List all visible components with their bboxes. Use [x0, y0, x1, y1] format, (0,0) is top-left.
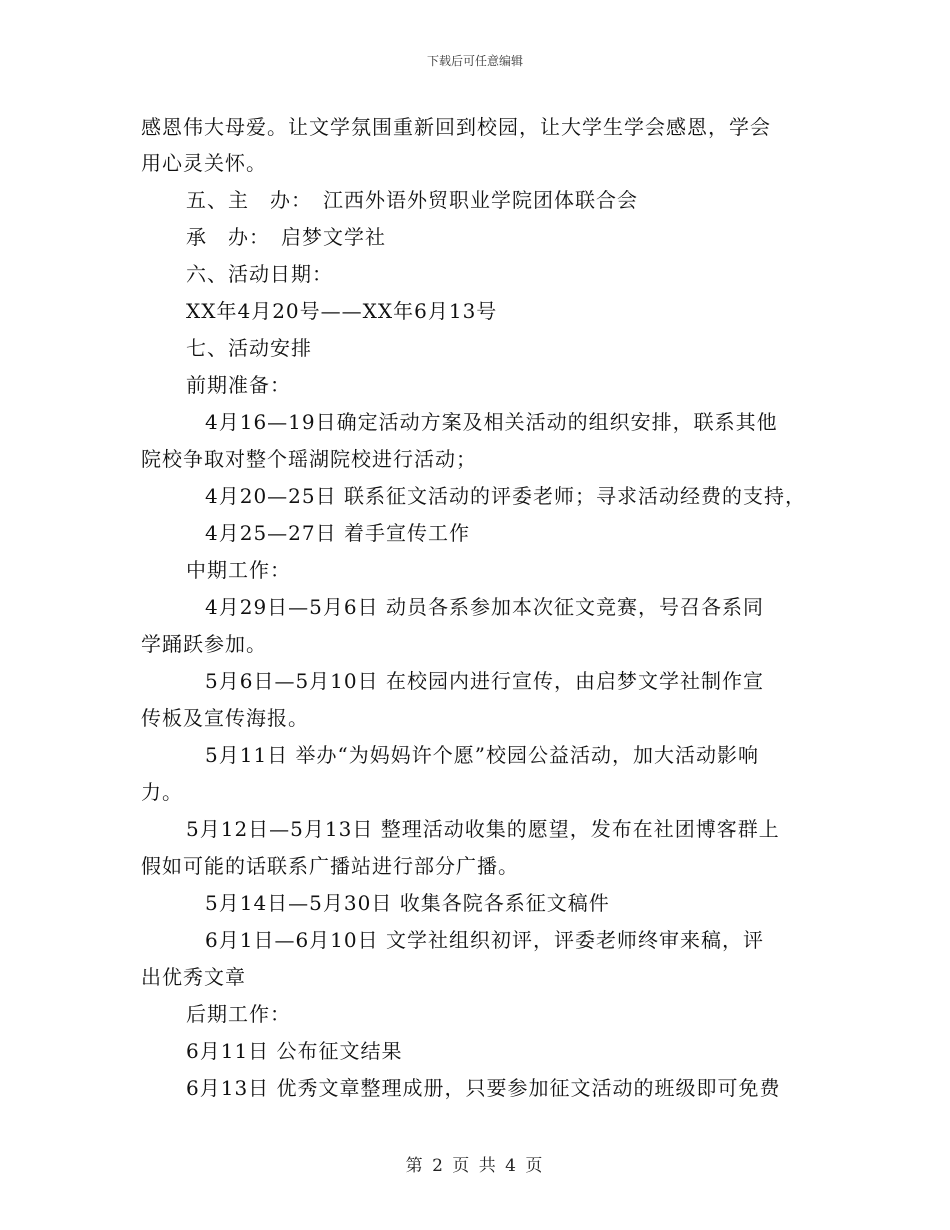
section-heading: 七、活动安排	[186, 336, 312, 360]
paragraph-line: XX年4月20号——XX年6月13号	[186, 299, 498, 323]
paragraph-line: 4月20—25日 联系征文活动的评委老师；寻求活动经费的支持，	[205, 484, 806, 508]
subsection-heading: 后期工作：	[186, 1002, 291, 1026]
paragraph-line: 学踊跃参加。	[141, 632, 267, 656]
paragraph-line: 5月12日—5月13日 整理活动收集的愿望，发布在社团博客群上	[186, 817, 780, 841]
section-heading: 六、活动日期：	[186, 262, 333, 286]
paragraph-line: 力。	[141, 780, 183, 804]
paragraph-line: 6月1日—6月10日 文学社组织初评，评委老师终审来稿，评	[205, 928, 764, 952]
paragraph-line: 5月11日 举办“为妈妈许个愿”校园公益活动，加大活动影响	[205, 743, 759, 767]
paragraph-line: 4月16—19日确定活动方案及相关活动的组织安排，联系其他	[205, 410, 778, 434]
page-header: 下载后可任意编辑	[426, 54, 523, 68]
paragraph-line: 5月6日—5月10日 在校园内进行宣传，由启梦文学社制作宣	[205, 669, 764, 693]
subsection-heading: 中期工作：	[186, 558, 291, 582]
paragraph-line: 传板及宣传海报。	[141, 706, 309, 730]
paragraph-line: 6月11日 公布征文结果	[186, 1039, 403, 1063]
paragraph-line: 4月29日—5月6日 动员各系参加本次征文竞赛，号召各系同	[205, 595, 764, 619]
paragraph-line: 感恩伟大母爱。让文学氛围重新回到校园，让大学生学会感恩，学会	[141, 115, 771, 139]
paragraph-line: 4月25—27日 着手宣传工作	[205, 521, 470, 545]
paragraph-line: 承 办： 启梦文学社	[186, 225, 386, 249]
paragraph-line: 5月14日—5月30日 收集各院各系征文稿件	[205, 891, 610, 915]
paragraph-line: 假如可能的话联系广播站进行部分广播。	[141, 854, 519, 878]
subsection-heading: 前期准备：	[186, 373, 291, 397]
section-heading: 五、主 办： 江西外语外贸职业学院团体联合会	[186, 188, 638, 212]
paragraph-line: 出优秀文章	[141, 965, 246, 989]
page-number-footer: 第 2 页 共 4 页	[405, 1156, 545, 1176]
paragraph-line: 院校争取对整个瑶湖院校进行活动；	[141, 447, 477, 471]
paragraph-line: 用心灵关怀。	[141, 151, 267, 175]
paragraph-line: 6月13日 优秀文章整理成册，只要参加征文活动的班级即可免费	[186, 1076, 781, 1100]
